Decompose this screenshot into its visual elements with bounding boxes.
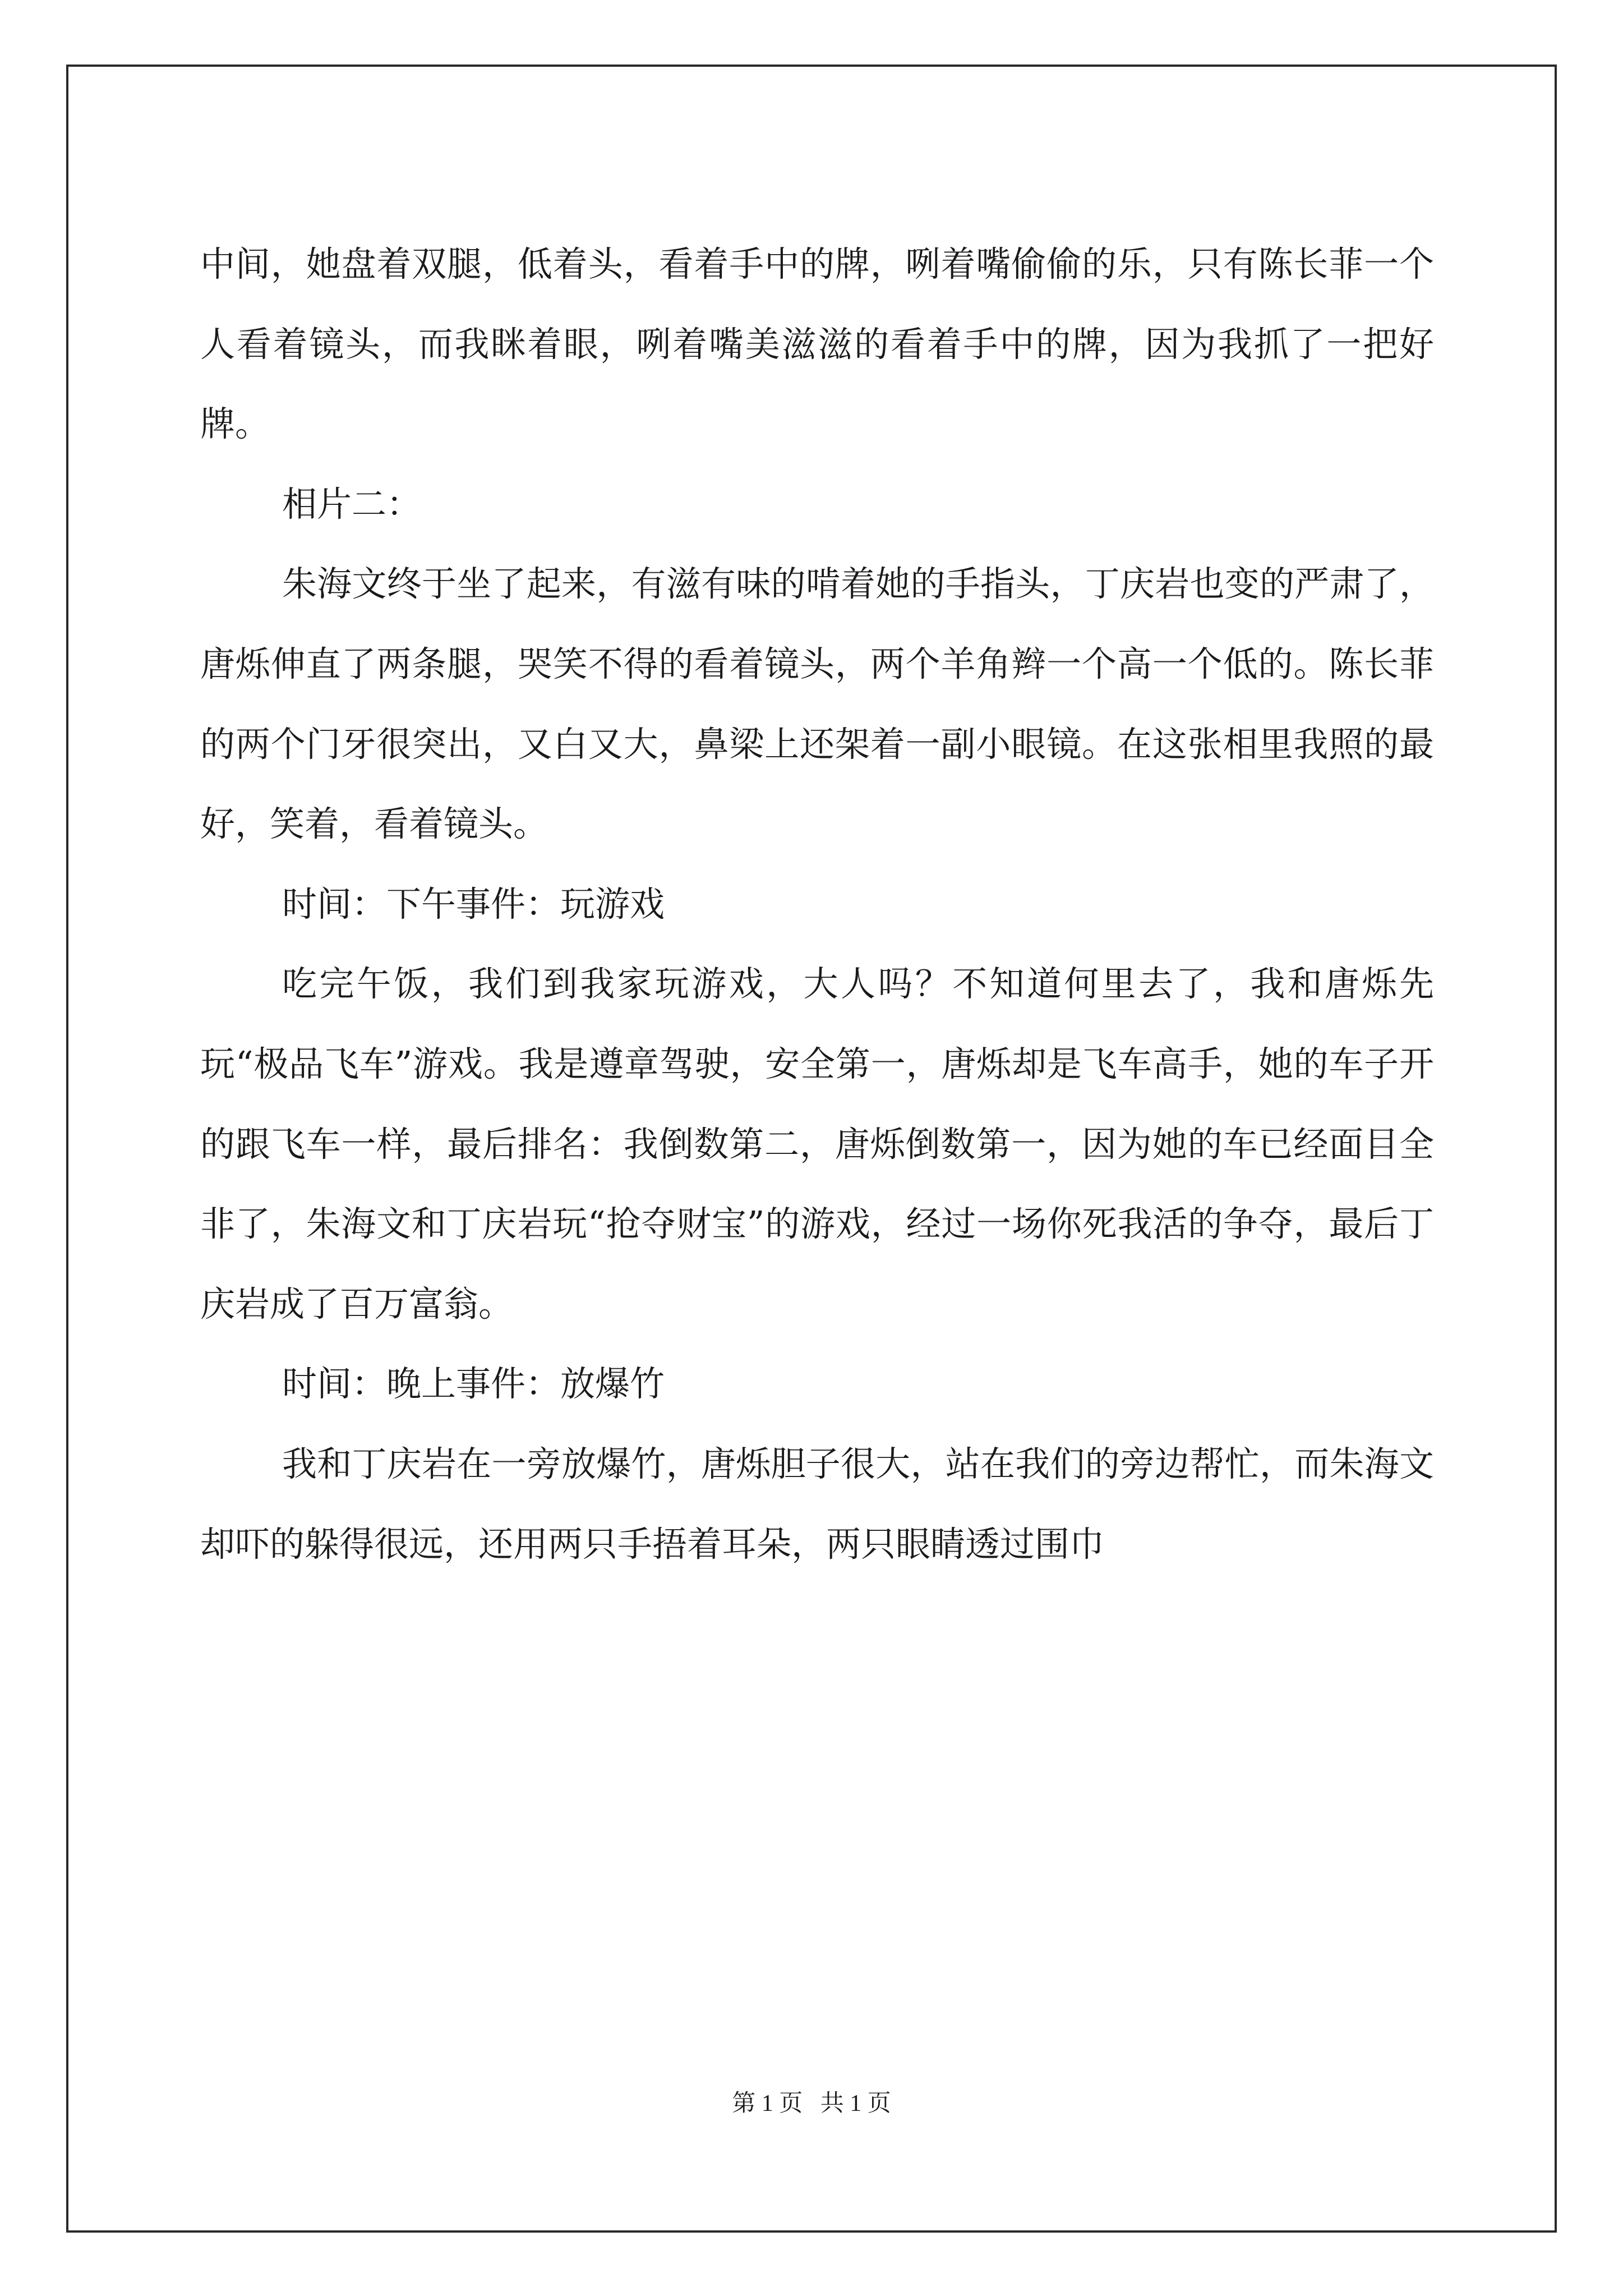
heading-evening-firecrackers: 时间：晚上事件：放爆竹 (282, 1363, 665, 1405)
paragraph-afternoon-games: 吃完午饭，我们到我家玩游戏，大人吗？不知道何里去了，我和唐烁先玩“极品飞车”游戏。我是遵章驾驶，安全第一，唐烁却是飞车高手，她的车子开的跟飞车一样，最后排名：我倒数第二，唐烁倒数第一，因为她的车已经面目全非了，朱海文和丁庆岩玩“抢夺财宝”的游戏，经过一场你死我活的争夺，最后丁庆岩成了百万富翁。 (200, 963, 1434, 1324)
paragraph-evening-firecrackers: 我和丁庆岩在一旁放爆竹，唐烁胆子很大，站在我们的旁边帮忙，而朱海文却吓的躲得很远，还用两只手捂着耳朵，两只眼睛透过围巾 (200, 1443, 1434, 1565)
page-number-footer: 第 1 页 共 1 页 (732, 2091, 891, 2116)
paragraph-card-game-continued: 中间，她盘着双腿，低着头，看着手中的牌，咧着嘴偷偷的乐，只有陈长菲一个人看着镜头，而我眯着眼，咧着嘴美滋滋的看着手中的牌，因为我抓了一把好牌。 (200, 243, 1434, 445)
heading-photo-two: 相片二： (282, 483, 422, 524)
document-body (200, 224, 1434, 1584)
heading-afternoon-games: 时间：下午事件：玩游戏 (282, 883, 665, 924)
paragraph-photo-two: 朱海文终于坐了起来，有滋有味的啃着她的手指头，丁庆岩也变的严肃了，唐烁伸直了两条腿，哭笑不得的看着镜头，两个羊角辫一个高一个低的。陈长菲的两个门牙很突出，又白又大，鼻梁上还架着一副小眼镜。在这张相里我照的最好，笑着，看着镜头。 (200, 563, 1434, 845)
